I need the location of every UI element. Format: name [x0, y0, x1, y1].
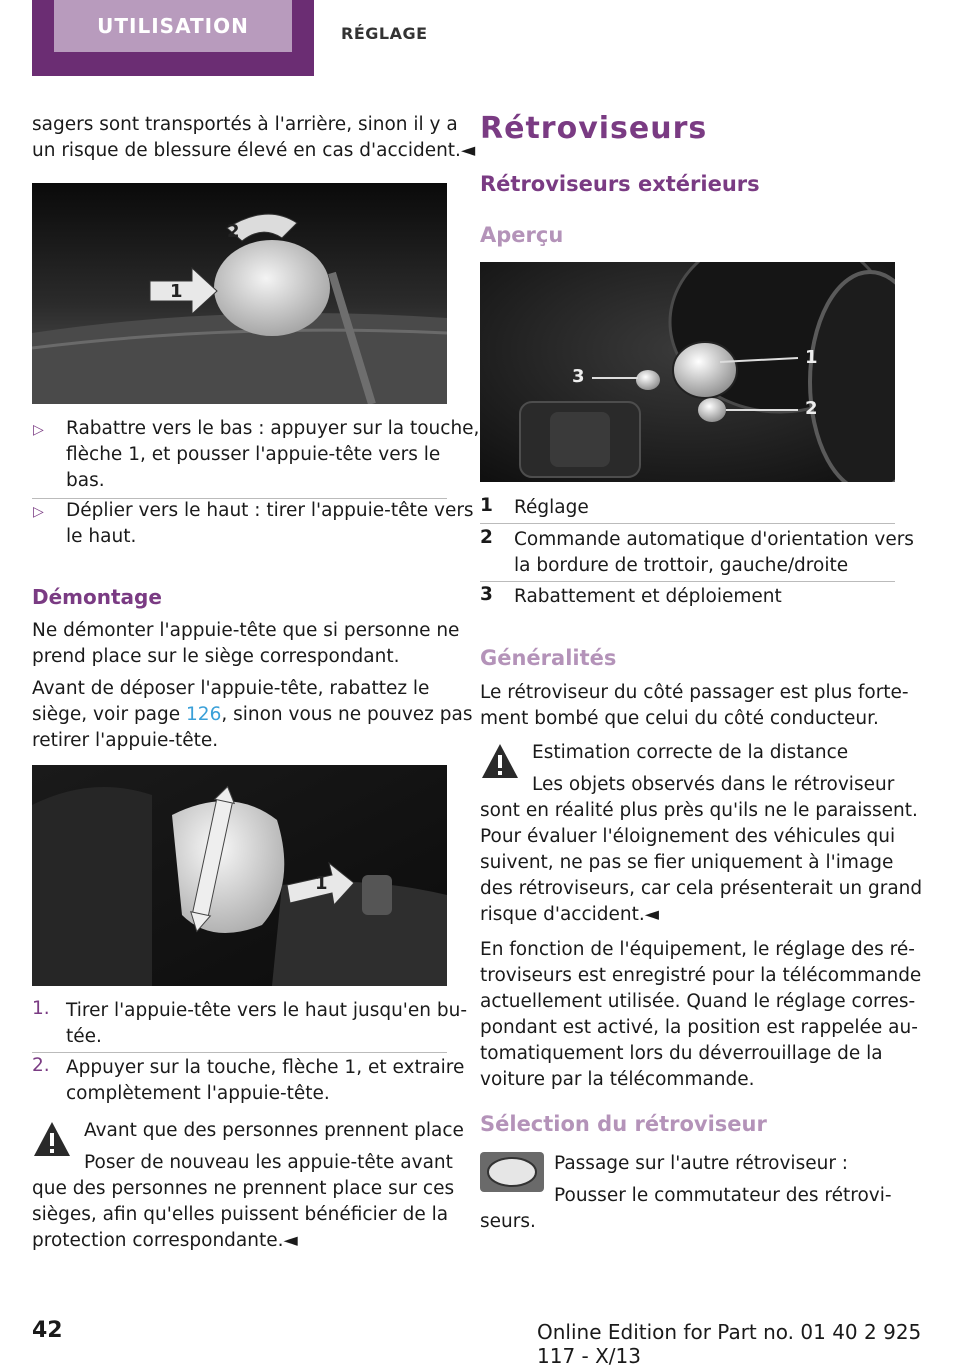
right-warning-line-4: suivent, ne pas se fier uniquement à l'image: [480, 852, 894, 873]
left-warning-line-2: que des personnes ne prennent place sur ces: [32, 1178, 455, 1199]
selection-heading: Sélection du rétroviseur: [480, 1112, 767, 1136]
bullet-1-line-3: bas.: [66, 470, 105, 491]
section-tab-utilisation[interactable]: [54, 0, 292, 52]
demontage-p1-line-2: prend place sur le siège correspondant.: [32, 646, 400, 667]
legend-2-line-2: la bordure de trottoir, gauche/droite: [514, 555, 849, 576]
para2-line-1: En fonction de l'équipement, le réglage des ré-: [480, 939, 915, 960]
section-tab-reglage[interactable]: RÉGLAGE: [341, 24, 428, 43]
mirror-selector-switch-icon: [480, 1152, 544, 1192]
bullet-2-line-1: Déplier vers le haut : tirer l'appuie-tête vers: [66, 500, 474, 521]
warning-icon: [480, 742, 520, 780]
para2-line-2: troviseurs est enregistré pour la télécommande: [480, 965, 922, 986]
legend-divider: [480, 581, 895, 582]
bullet-marker: ▷: [33, 504, 44, 520]
step-2-number: 2.: [32, 1055, 50, 1076]
right-warning-line-5: des rétroviseurs, car cela présenterait un grand: [480, 878, 923, 899]
intro-line-2: un risque de blessure élevé en cas d'accident.◄: [32, 140, 476, 161]
header-tab-band: [32, 0, 314, 76]
right-warning-line-3: Pour évaluer l'éloignement des véhicules qui: [480, 826, 896, 847]
headrest-fold-photo: [32, 183, 447, 404]
demontage-p2-line-1: Avant de déposer l'appuie-tête, rabattez le: [32, 678, 430, 699]
left-warning-line-4: protection correspondante.◄: [32, 1230, 298, 1251]
bullet-marker: ▷: [33, 422, 44, 438]
legend-2-number: 2: [480, 527, 493, 548]
step-2-line-2: complètement l'appuie-tête.: [66, 1083, 330, 1104]
section-title-retroviseurs: Rétroviseurs: [480, 111, 708, 146]
step-divider: [32, 1052, 447, 1053]
left-warning-title: Avant que des personnes prennent place: [84, 1120, 464, 1141]
legend-1-number: 1: [480, 495, 493, 516]
apercu-heading: Aperçu: [480, 223, 564, 247]
para2-line-4: pondant est activé, la position est rappelée au-: [480, 1017, 918, 1038]
mirror-switch-photo: [480, 262, 895, 482]
legend-3-text: Rabattement et déploiement: [514, 586, 782, 607]
selection-line-2: Pousser le commutateur des rétrovi-: [554, 1185, 892, 1206]
right-warning-title: Estimation correcte de la distance: [532, 742, 849, 763]
page-number: 42: [32, 1318, 63, 1343]
photo1-callout-2: 2: [227, 221, 240, 242]
subsection-title-exterieurs: Rétroviseurs extérieurs: [480, 172, 760, 196]
selection-line-1: Passage sur l'autre rétroviseur :: [554, 1153, 849, 1174]
headrest-removal-photo: [32, 765, 447, 986]
legend-2-line-1: Commande automatique d'orientation vers: [514, 529, 914, 550]
step-1-line-1: Tirer l'appuie-tête vers le haut jusqu'en bu-: [66, 1000, 468, 1021]
intro-line-1: sagers sont transportés à l'arrière, sinon il y a: [32, 114, 458, 135]
generalites-line-2: ment bombé que celui du côté conducteur.: [480, 708, 879, 729]
right-warning-line-2: sont en réalité plus près qu'ils ne le paraissent.: [480, 800, 918, 821]
text-run: , sinon vous ne pouvez pas: [221, 704, 473, 725]
left-warning-line-3: sièges, afin qu'elles puissent bénéficier de la: [32, 1204, 449, 1225]
right-warning-line-1: Les objets observés dans le rétroviseur: [532, 774, 895, 795]
page-link-126[interactable]: 126: [186, 704, 222, 725]
legend-1-text: Réglage: [514, 497, 589, 518]
legend-3-number: 3: [480, 584, 493, 605]
photo3-callout-3: 3: [572, 366, 585, 387]
bullet-2-line-2: le haut.: [66, 526, 137, 547]
step-1-line-2: tée.: [66, 1026, 102, 1047]
left-warning-line-1: Poser de nouveau les appuie-tête avant: [84, 1152, 453, 1173]
para2-line-5: tomatiquement lors du déverrouillage de la: [480, 1043, 883, 1064]
photo3-callout-1: 1: [805, 347, 818, 368]
bullet-1-line-1: Rabattre vers le bas : appuyer sur la touche,: [66, 418, 480, 439]
selection-line-3: seurs.: [480, 1211, 536, 1232]
right-warning-line-6: risque d'accident.◄: [480, 904, 659, 925]
demontage-p1-line-1: Ne démonter l'appuie-tête que si personne ne: [32, 620, 460, 641]
photo3-callout-2: 2: [805, 398, 818, 419]
demontage-p2-line-2: [32, 702, 472, 728]
text-run: siège, voir page: [32, 704, 187, 725]
step-2-line-1: Appuyer sur la touche, flèche 1, et extraire: [66, 1057, 465, 1078]
demontage-heading: Démontage: [32, 585, 162, 609]
warning-icon: [32, 1120, 72, 1158]
section-tab-label: UTILISATION: [97, 14, 249, 38]
bullet-1-line-2: flèche 1, et pousser l'appuie-tête vers le: [66, 444, 441, 465]
para2-line-3: actuellement utilisée. Quand le réglage corres-: [480, 991, 916, 1012]
photo1-callout-1: 1: [170, 281, 183, 302]
generalites-heading: Généralités: [480, 646, 617, 670]
step-1-number: 1.: [32, 998, 50, 1019]
para2-line-6: voiture par la télécommande.: [480, 1069, 755, 1090]
edition-footer: Online Edition for Part no. 01 40 2 925 117 - X/13: [537, 1320, 922, 1368]
generalites-line-1: Le rétroviseur du côté passager est plus forte-: [480, 682, 909, 703]
demontage-p2-line-3: retirer l'appuie-tête.: [32, 730, 219, 751]
photo2-callout-1: 1: [315, 873, 328, 894]
legend-divider: [480, 523, 895, 524]
